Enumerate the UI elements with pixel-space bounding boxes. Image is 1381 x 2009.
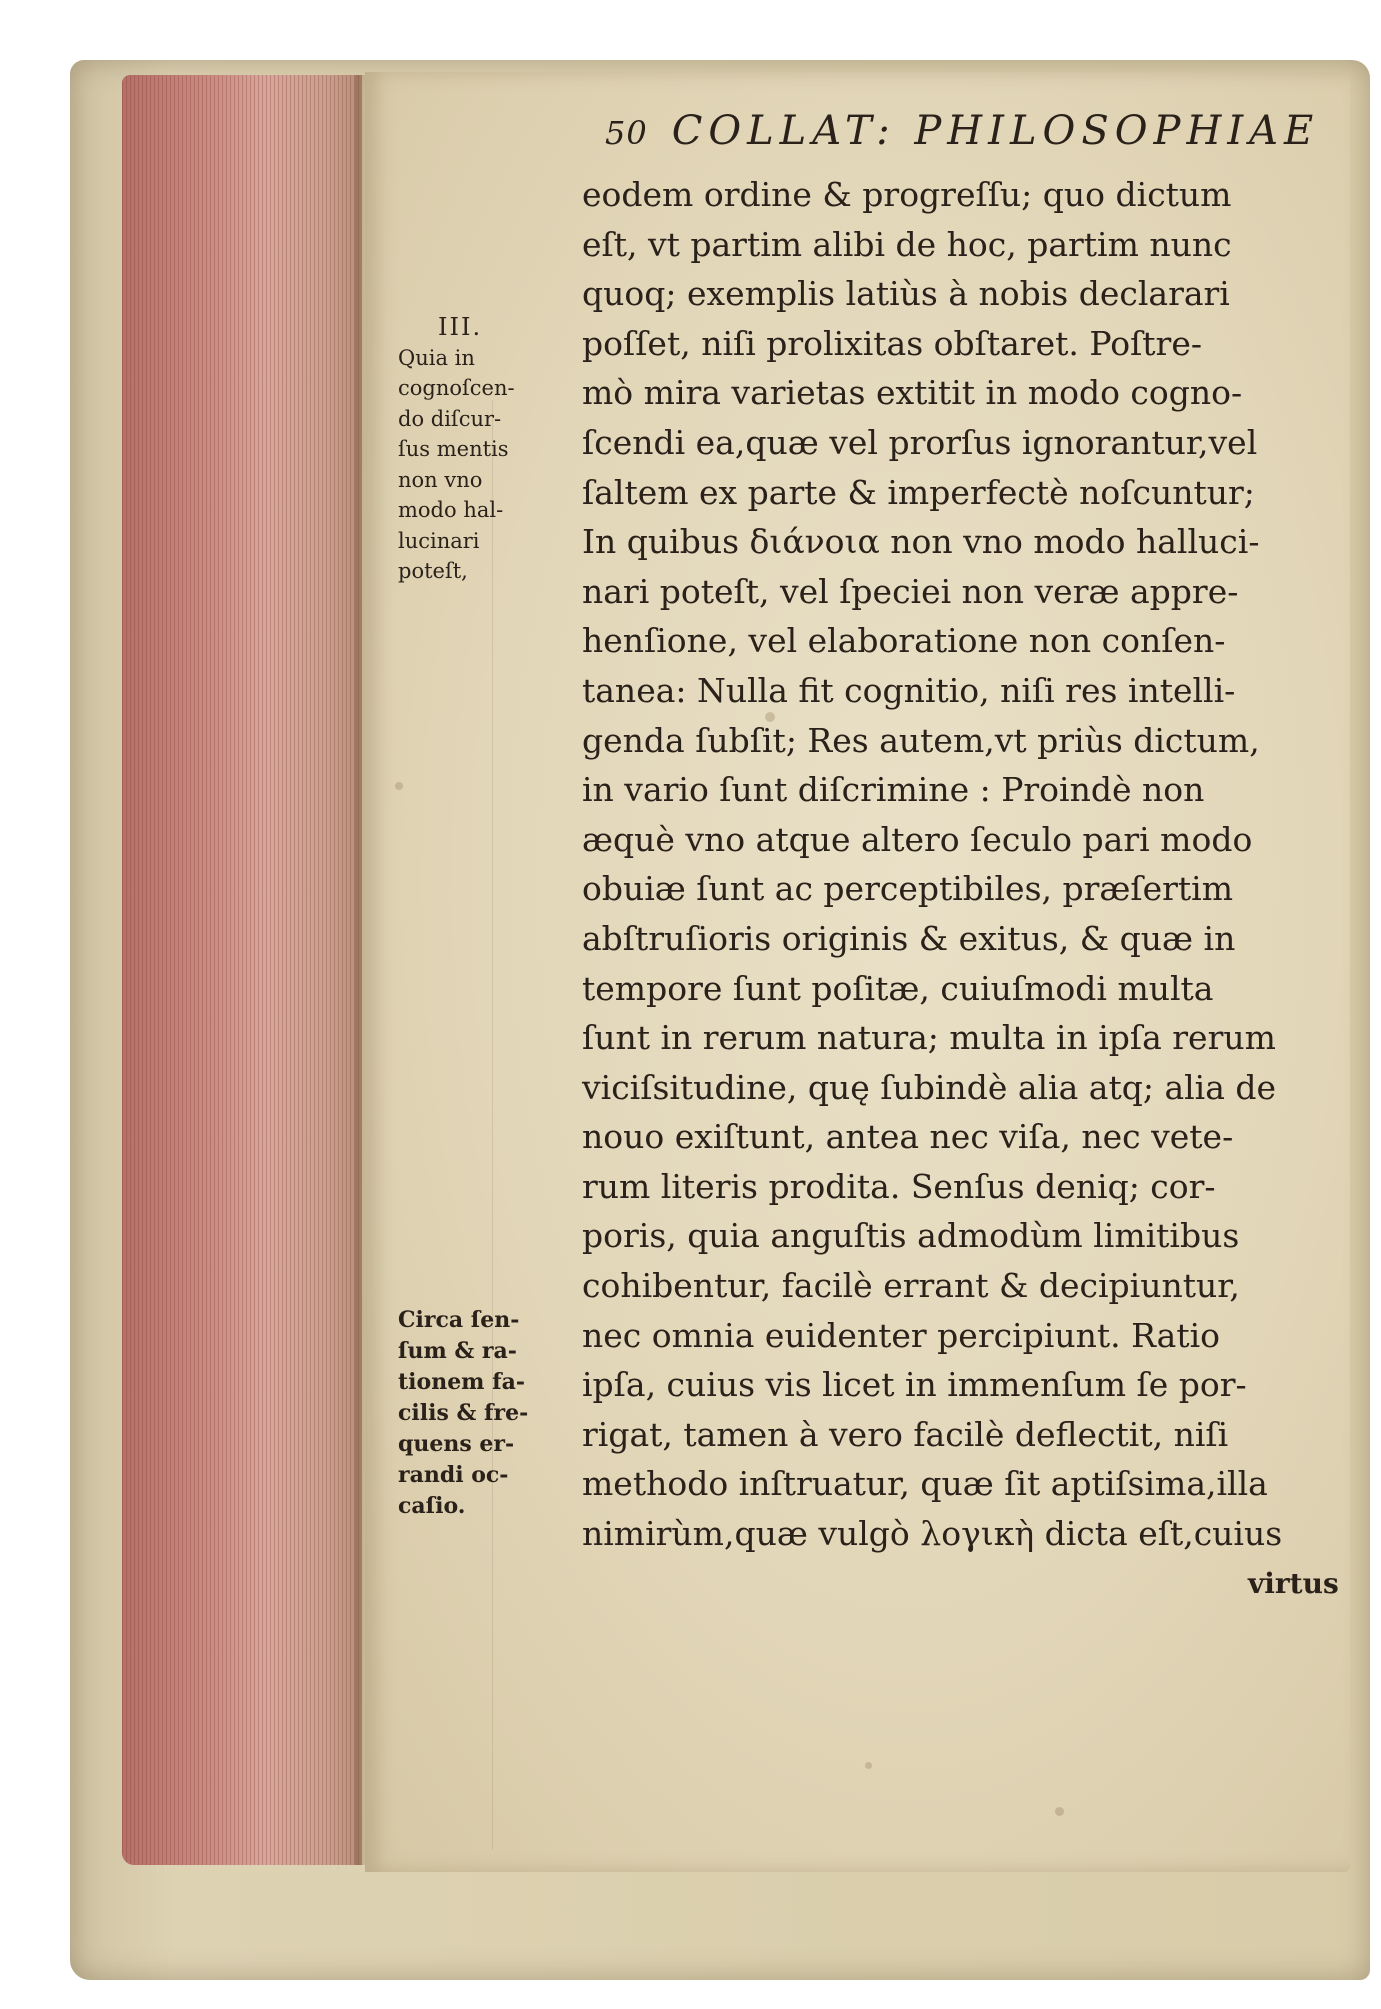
- text-line: nouo exiſtunt, antea nec viſa, nec vete-: [582, 1117, 1234, 1157]
- text-line: viciſsitudine, quę ſubindè alia atq; alia de: [582, 1067, 1277, 1107]
- text-line: In quibus διάνοια non vno modo halluci-: [582, 522, 1260, 562]
- text-line: ſunt in rerum natura; multa in ipſa rerum: [582, 1018, 1276, 1058]
- margin-note-line: do diſcur-: [398, 406, 502, 431]
- margin-note-line: cilis & fre-: [398, 1400, 529, 1426]
- text-line: nari poteſt, vel ſpeciei non veræ appre-: [582, 571, 1239, 611]
- text-line: poris, quia anguſtis admodùm limitibus: [582, 1216, 1240, 1256]
- marginal-note-1: [398, 312, 578, 587]
- margin-note-line: Quia in: [398, 345, 475, 370]
- text-line: obuiæ ſunt ac perceptibiles, præſertim: [582, 869, 1234, 909]
- text-line: ipſa, cuius vis licet in immenſum ſe por-: [582, 1365, 1247, 1405]
- running-header: [605, 108, 1319, 154]
- text-line: tempore ſunt poſitæ, cuiuſmodi multa: [582, 968, 1214, 1008]
- text-line: ſcendi ea,quæ vel prorſus ignorantur,vel: [582, 422, 1258, 462]
- margin-note-line: modo hal-: [398, 498, 504, 522]
- text-line: rum literis prodita. Senſus deniq; cor-: [582, 1166, 1216, 1206]
- text-line: genda ſubſit; Res autem,vt priùs dictum,: [582, 720, 1260, 760]
- margin-note-line: cognoſcen-: [398, 376, 515, 400]
- text-line: quoq; exemplis latiùs à nobis declarari: [582, 274, 1230, 314]
- margin-note-line: ſum & ra-: [398, 1338, 517, 1364]
- margin-note-line: tionem fa-: [398, 1369, 525, 1395]
- margin-note-line: quens er-: [398, 1431, 515, 1457]
- margin-note-line: lucinari: [398, 528, 480, 553]
- foxing-spot: [395, 782, 403, 790]
- margin-note-line: non vno: [398, 467, 483, 492]
- text-line: methodo inſtruatur, quæ ſit aptiſsima,illa: [582, 1464, 1268, 1504]
- text-line: abſtruſioris originis & exitus, & quæ in: [582, 918, 1236, 958]
- text-line: rigat, tamen à vero facilè deflectit, niſi: [582, 1414, 1229, 1454]
- text-line: in vario ſunt diſcrimine : Proindè non: [582, 770, 1205, 810]
- catchword: virtus: [1248, 1567, 1339, 1600]
- text-line: tanea: Nulla fit cognitio, niſi res intelli-: [582, 670, 1236, 710]
- margin-note-line: caſio.: [398, 1493, 466, 1519]
- text-line: poſſet, niſi prolixitas obſtaret. Poſtre-: [582, 323, 1203, 363]
- text-line: mò mira varietas extitit in modo cogno-: [582, 373, 1243, 413]
- margin-note-line: ſus mentis: [398, 437, 509, 461]
- margin-ruling: [492, 400, 493, 1850]
- text-line: henſione, vel elaboratione non conſen-: [582, 621, 1226, 661]
- margin-note-line: poteſt,: [398, 559, 468, 583]
- red-page-edges: [122, 75, 362, 1865]
- text-line: nec omnia euidenter percipiunt. Ratio: [582, 1315, 1221, 1355]
- margin-note-line: Circa ſen-: [398, 1307, 520, 1333]
- text-line: eſt, vt partim alibi de hoc, partim nunc: [582, 224, 1232, 264]
- text-line: nimirùm,quæ vulgò λογικὴ dicta eſt,cuius: [582, 1514, 1283, 1554]
- section-numeral: III.: [438, 313, 483, 341]
- foxing-spot: [1055, 1807, 1064, 1816]
- running-title: COLLAT: PHILOSOPHIAE: [671, 108, 1320, 154]
- foxing-spot: [865, 1762, 872, 1769]
- text-line: ſaltem ex parte & imperfectè noſcuntur;: [582, 472, 1255, 512]
- body-text-block: [582, 170, 1342, 1559]
- text-line: cohibentur, facilè errant & decipiuntur,: [582, 1266, 1240, 1306]
- marginal-note-2: [398, 1305, 578, 1522]
- text-line: eodem ordine & progreſſu; quo dictum: [582, 175, 1232, 214]
- text-line: æquè vno atque altero ſeculo pari modo: [582, 819, 1253, 859]
- margin-note-line: randi oc-: [398, 1462, 509, 1488]
- page-number: 50: [605, 114, 648, 152]
